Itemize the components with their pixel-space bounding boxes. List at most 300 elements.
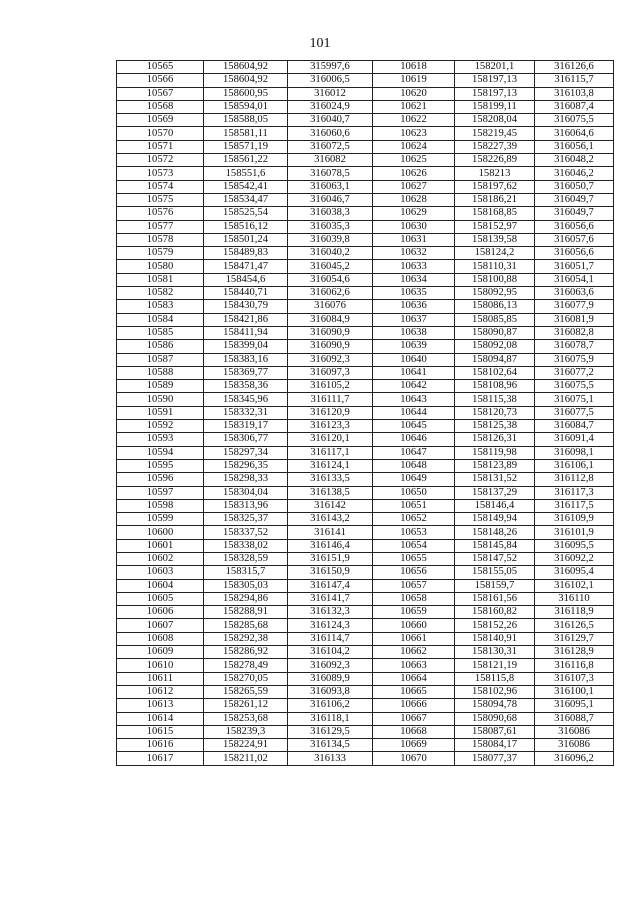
table-cell-y-coordinate: 316072,5: [288, 140, 373, 153]
table-row: [117, 167, 614, 180]
table-cell-y-coordinate: 316057,6: [535, 233, 614, 246]
table-cell-x-coordinate: 158152,97: [455, 220, 535, 233]
table-cell-y-coordinate: 316049,7: [535, 193, 614, 206]
table-row: [117, 220, 614, 233]
table-cell-point-number: 10614: [117, 712, 204, 725]
table-cell-point-number: 10628: [373, 193, 455, 206]
table-cell-y-coordinate: 316035,3: [288, 220, 373, 233]
table-cell-y-coordinate: 316101,9: [535, 526, 614, 539]
table-cell-x-coordinate: 158319,17: [204, 420, 288, 433]
table-cell-x-coordinate: 158298,33: [204, 473, 288, 486]
table-row: [117, 752, 614, 765]
table-cell-y-coordinate: 316086: [535, 739, 614, 752]
table-cell-x-coordinate: 158086,13: [455, 300, 535, 313]
table-cell-x-coordinate: 158226,89: [455, 154, 535, 167]
table-cell-x-coordinate: 158345,96: [204, 393, 288, 406]
table-cell-y-coordinate: 316141: [288, 526, 373, 539]
table-cell-point-number: 10600: [117, 526, 204, 539]
table-cell-y-coordinate: 316024,9: [288, 100, 373, 113]
table-cell-x-coordinate: 158600,95: [204, 87, 288, 100]
table-row: [117, 287, 614, 300]
table-cell-point-number: 10655: [373, 552, 455, 565]
table-cell-x-coordinate: 158594,01: [204, 100, 288, 113]
table-cell-point-number: 10616: [117, 739, 204, 752]
table-cell-x-coordinate: 158087,61: [455, 725, 535, 738]
table-cell-x-coordinate: 158224,91: [204, 739, 288, 752]
table-cell-point-number: 10658: [373, 592, 455, 605]
table-cell-point-number: 10585: [117, 326, 204, 339]
table-cell-x-coordinate: 158124,2: [455, 247, 535, 260]
table-cell-x-coordinate: 158325,37: [204, 513, 288, 526]
table-cell-y-coordinate: 316112,8: [535, 473, 614, 486]
table-cell-x-coordinate: 158421,86: [204, 313, 288, 326]
table-cell-y-coordinate: 316054,6: [288, 273, 373, 286]
table-cell-point-number: 10595: [117, 459, 204, 472]
table-cell-x-coordinate: 158084,17: [455, 739, 535, 752]
table-row: [117, 366, 614, 379]
table-cell-point-number: 10582: [117, 287, 204, 300]
table-cell-point-number: 10635: [373, 287, 455, 300]
table-row: [117, 393, 614, 406]
table-cell-y-coordinate: 316117,5: [535, 499, 614, 512]
table-cell-point-number: 10566: [117, 74, 204, 87]
table-cell-x-coordinate: 158239,3: [204, 725, 288, 738]
table-cell-x-coordinate: 158159,7: [455, 579, 535, 592]
table-cell-y-coordinate: 316060,6: [288, 127, 373, 140]
table-cell-y-coordinate: 316076: [288, 300, 373, 313]
table-cell-point-number: 10606: [117, 606, 204, 619]
table-row: [117, 340, 614, 353]
table-cell-y-coordinate: 316147,4: [288, 579, 373, 592]
table-cell-x-coordinate: 158525,54: [204, 207, 288, 220]
table-cell-point-number: 10667: [373, 712, 455, 725]
table-cell-y-coordinate: 316105,2: [288, 380, 373, 393]
table-cell-y-coordinate: 316141,7: [288, 592, 373, 605]
table-cell-x-coordinate: 158094,87: [455, 353, 535, 366]
table-cell-x-coordinate: 158147,52: [455, 552, 535, 565]
table-cell-point-number: 10583: [117, 300, 204, 313]
table-cell-y-coordinate: 316092,3: [288, 659, 373, 672]
table-cell-point-number: 10568: [117, 100, 204, 113]
table-row: [117, 499, 614, 512]
table-row: [117, 300, 614, 313]
table-cell-y-coordinate: 316038,3: [288, 207, 373, 220]
table-cell-y-coordinate: 316118,9: [535, 606, 614, 619]
table-cell-x-coordinate: 158551,6: [204, 167, 288, 180]
table-cell-point-number: 10640: [373, 353, 455, 366]
coordinates-table-body: [117, 61, 614, 766]
table-cell-x-coordinate: 158604,92: [204, 74, 288, 87]
table-cell-x-coordinate: 158092,95: [455, 287, 535, 300]
table-cell-x-coordinate: 158430,79: [204, 300, 288, 313]
table-cell-y-coordinate: 316123,3: [288, 420, 373, 433]
table-cell-x-coordinate: 158305,03: [204, 579, 288, 592]
table-cell-x-coordinate: 158296,35: [204, 459, 288, 472]
table-cell-x-coordinate: 158199,11: [455, 100, 535, 113]
table-row: [117, 513, 614, 526]
table-cell-y-coordinate: 316089,9: [288, 672, 373, 685]
table-cell-y-coordinate: 316077,5: [535, 406, 614, 419]
table-cell-point-number: 10632: [373, 247, 455, 260]
table-cell-x-coordinate: 158270,05: [204, 672, 288, 685]
table-cell-x-coordinate: 158471,47: [204, 260, 288, 273]
table-cell-point-number: 10602: [117, 552, 204, 565]
table-cell-point-number: 10590: [117, 393, 204, 406]
table-cell-x-coordinate: 158085,85: [455, 313, 535, 326]
table-cell-point-number: 10665: [373, 685, 455, 698]
table-cell-point-number: 10663: [373, 659, 455, 672]
table-cell-x-coordinate: 158440,71: [204, 287, 288, 300]
table-cell-y-coordinate: 316082,8: [535, 326, 614, 339]
table-cell-y-coordinate: 316040,2: [288, 247, 373, 260]
table-cell-x-coordinate: 158383,16: [204, 353, 288, 366]
table-cell-point-number: 10664: [373, 672, 455, 685]
table-cell-x-coordinate: 158161,56: [455, 592, 535, 605]
table-row: [117, 100, 614, 113]
table-cell-y-coordinate: 316056,6: [535, 220, 614, 233]
table-cell-point-number: 10579: [117, 247, 204, 260]
table-cell-point-number: 10639: [373, 340, 455, 353]
table-cell-point-number: 10588: [117, 366, 204, 379]
table-cell-point-number: 10618: [373, 61, 455, 74]
table-cell-y-coordinate: 316150,9: [288, 566, 373, 579]
table-cell-point-number: 10567: [117, 87, 204, 100]
table-cell-y-coordinate: 316117,1: [288, 446, 373, 459]
table-row: [117, 699, 614, 712]
table-row: [117, 61, 614, 74]
table-cell-point-number: 10670: [373, 752, 455, 765]
table-row: [117, 659, 614, 672]
table-cell-x-coordinate: 158092,08: [455, 340, 535, 353]
table-cell-y-coordinate: 316090,9: [288, 326, 373, 339]
table-cell-y-coordinate: 316087,4: [535, 100, 614, 113]
table-cell-y-coordinate: 316102,1: [535, 579, 614, 592]
table-cell-point-number: 10622: [373, 114, 455, 127]
table-cell-x-coordinate: 158304,04: [204, 486, 288, 499]
table-cell-x-coordinate: 158571,19: [204, 140, 288, 153]
table-cell-point-number: 10643: [373, 393, 455, 406]
table-cell-point-number: 10611: [117, 672, 204, 685]
table-cell-y-coordinate: 316095,1: [535, 699, 614, 712]
table-cell-x-coordinate: 158261,12: [204, 699, 288, 712]
table-cell-y-coordinate: 316050,7: [535, 180, 614, 193]
table-cell-point-number: 10584: [117, 313, 204, 326]
table-cell-x-coordinate: 158123,89: [455, 459, 535, 472]
table-cell-y-coordinate: 316062,6: [288, 287, 373, 300]
table-cell-point-number: 10651: [373, 499, 455, 512]
table-row: [117, 74, 614, 87]
table-cell-point-number: 10649: [373, 473, 455, 486]
table-cell-point-number: 10631: [373, 233, 455, 246]
table-cell-x-coordinate: 158369,77: [204, 366, 288, 379]
table-cell-y-coordinate: 316104,2: [288, 646, 373, 659]
table-cell-point-number: 10578: [117, 233, 204, 246]
table-row: [117, 380, 614, 393]
table-cell-x-coordinate: 158561,22: [204, 154, 288, 167]
table-cell-point-number: 10624: [373, 140, 455, 153]
table-cell-y-coordinate: 316006,5: [288, 74, 373, 87]
table-cell-y-coordinate: 316045,2: [288, 260, 373, 273]
table-cell-x-coordinate: 158090,87: [455, 326, 535, 339]
table-cell-y-coordinate: 316114,7: [288, 632, 373, 645]
table-cell-x-coordinate: 158077,37: [455, 752, 535, 765]
table-cell-point-number: 10577: [117, 220, 204, 233]
table-cell-x-coordinate: 158102,96: [455, 685, 535, 698]
table-cell-point-number: 10629: [373, 207, 455, 220]
table-cell-x-coordinate: 158338,02: [204, 539, 288, 552]
table-cell-x-coordinate: 158140,91: [455, 632, 535, 645]
table-cell-y-coordinate: 316116,8: [535, 659, 614, 672]
table-row: [117, 247, 614, 260]
table-row: [117, 739, 614, 752]
table-cell-point-number: 10594: [117, 446, 204, 459]
table-cell-point-number: 10573: [117, 167, 204, 180]
table-cell-y-coordinate: 316081,9: [535, 313, 614, 326]
table-cell-y-coordinate: 316143,2: [288, 513, 373, 526]
table-cell-x-coordinate: 158131,52: [455, 473, 535, 486]
table-cell-point-number: 10666: [373, 699, 455, 712]
table-cell-point-number: 10613: [117, 699, 204, 712]
table-cell-point-number: 10634: [373, 273, 455, 286]
table-cell-y-coordinate: 316063,1: [288, 180, 373, 193]
table-cell-y-coordinate: 316126,5: [535, 619, 614, 632]
table-cell-x-coordinate: 158211,02: [204, 752, 288, 765]
table-cell-x-coordinate: 158294,86: [204, 592, 288, 605]
table-cell-point-number: 10574: [117, 180, 204, 193]
table-cell-y-coordinate: 316064,6: [535, 127, 614, 140]
table-cell-x-coordinate: 158253,68: [204, 712, 288, 725]
table-cell-y-coordinate: 316106,1: [535, 459, 614, 472]
table-cell-x-coordinate: 158265,59: [204, 685, 288, 698]
table-cell-y-coordinate: 316120,9: [288, 406, 373, 419]
table-cell-point-number: 10654: [373, 539, 455, 552]
table-row: [117, 207, 614, 220]
table-cell-y-coordinate: 316082: [288, 154, 373, 167]
table-cell-y-coordinate: 316133: [288, 752, 373, 765]
table-cell-y-coordinate: 316098,1: [535, 446, 614, 459]
table-cell-x-coordinate: 158139,58: [455, 233, 535, 246]
table-cell-x-coordinate: 158130,31: [455, 646, 535, 659]
table-row: [117, 619, 614, 632]
table-cell-point-number: 10592: [117, 420, 204, 433]
table-cell-point-number: 10570: [117, 127, 204, 140]
table-cell-x-coordinate: 158197,13: [455, 87, 535, 100]
table-cell-x-coordinate: 158160,82: [455, 606, 535, 619]
table-cell-x-coordinate: 158094,78: [455, 699, 535, 712]
table-cell-point-number: 10615: [117, 725, 204, 738]
table-row: [117, 313, 614, 326]
table-cell-y-coordinate: 316126,6: [535, 61, 614, 74]
table-cell-x-coordinate: 158297,34: [204, 446, 288, 459]
table-cell-x-coordinate: 158149,94: [455, 513, 535, 526]
table-cell-x-coordinate: 158501,24: [204, 233, 288, 246]
table-cell-x-coordinate: 158119,98: [455, 446, 535, 459]
table-cell-x-coordinate: 158110,31: [455, 260, 535, 273]
table-cell-y-coordinate: 316097,3: [288, 366, 373, 379]
table-cell-point-number: 10604: [117, 579, 204, 592]
table-cell-y-coordinate: 316093,8: [288, 685, 373, 698]
table-cell-x-coordinate: 158090,68: [455, 712, 535, 725]
table-cell-y-coordinate: 315997,6: [288, 61, 373, 74]
table-cell-point-number: 10626: [373, 167, 455, 180]
table-cell-x-coordinate: 158115,38: [455, 393, 535, 406]
table-cell-x-coordinate: 158102,64: [455, 366, 535, 379]
table-cell-y-coordinate: 316151,9: [288, 552, 373, 565]
table-cell-x-coordinate: 158148,26: [455, 526, 535, 539]
table-cell-y-coordinate: 316095,5: [535, 539, 614, 552]
table-row: [117, 406, 614, 419]
table-cell-x-coordinate: 158100,88: [455, 273, 535, 286]
table-cell-point-number: 10603: [117, 566, 204, 579]
table-cell-x-coordinate: 158588,05: [204, 114, 288, 127]
table-cell-point-number: 10638: [373, 326, 455, 339]
table-row: [117, 606, 614, 619]
table-cell-y-coordinate: 316051,7: [535, 260, 614, 273]
table-cell-y-coordinate: 316084,7: [535, 420, 614, 433]
table-cell-x-coordinate: 158227,39: [455, 140, 535, 153]
table-cell-point-number: 10661: [373, 632, 455, 645]
table-cell-point-number: 10601: [117, 539, 204, 552]
table-cell-y-coordinate: 316049,7: [535, 207, 614, 220]
table-cell-x-coordinate: 158219,45: [455, 127, 535, 140]
table-cell-point-number: 10669: [373, 739, 455, 752]
table-row: [117, 127, 614, 140]
table-cell-y-coordinate: 316040,7: [288, 114, 373, 127]
table-cell-x-coordinate: 158201,1: [455, 61, 535, 74]
table-cell-point-number: 10575: [117, 193, 204, 206]
table-cell-point-number: 10646: [373, 433, 455, 446]
table-cell-point-number: 10609: [117, 646, 204, 659]
table-cell-x-coordinate: 158213: [455, 167, 535, 180]
table-cell-y-coordinate: 316077,9: [535, 300, 614, 313]
table-cell-x-coordinate: 158286,92: [204, 646, 288, 659]
table-cell-point-number: 10630: [373, 220, 455, 233]
table-row: [117, 566, 614, 579]
table-cell-x-coordinate: 158454,6: [204, 273, 288, 286]
table-cell-point-number: 10612: [117, 685, 204, 698]
table-cell-y-coordinate: 316056,6: [535, 247, 614, 260]
table-cell-point-number: 10565: [117, 61, 204, 74]
table-cell-x-coordinate: 158155,05: [455, 566, 535, 579]
table-row: [117, 446, 614, 459]
table-cell-point-number: 10652: [373, 513, 455, 526]
table-row: [117, 180, 614, 193]
table-row: [117, 632, 614, 645]
table-row: [117, 326, 614, 339]
table-cell-x-coordinate: 158168,85: [455, 207, 535, 220]
table-cell-y-coordinate: 316056,1: [535, 140, 614, 153]
table-cell-x-coordinate: 158126,31: [455, 433, 535, 446]
table-cell-y-coordinate: 316120,1: [288, 433, 373, 446]
table-cell-x-coordinate: 158534,47: [204, 193, 288, 206]
table-cell-point-number: 10625: [373, 154, 455, 167]
table-cell-point-number: 10642: [373, 380, 455, 393]
table-cell-x-coordinate: 158125,38: [455, 420, 535, 433]
table-cell-x-coordinate: 158278,49: [204, 659, 288, 672]
table-cell-y-coordinate: 316091,4: [535, 433, 614, 446]
table-cell-point-number: 10593: [117, 433, 204, 446]
table-cell-point-number: 10605: [117, 592, 204, 605]
table-row: [117, 140, 614, 153]
table-cell-point-number: 10581: [117, 273, 204, 286]
table-cell-x-coordinate: 158306,77: [204, 433, 288, 446]
table-cell-y-coordinate: 316110: [535, 592, 614, 605]
table-row: [117, 273, 614, 286]
table-cell-y-coordinate: 316075,5: [535, 380, 614, 393]
table-row: [117, 685, 614, 698]
coordinates-table: [116, 60, 614, 766]
table-cell-y-coordinate: 316146,4: [288, 539, 373, 552]
table-cell-x-coordinate: 158411,94: [204, 326, 288, 339]
table-cell-y-coordinate: 316109,9: [535, 513, 614, 526]
table-cell-point-number: 10636: [373, 300, 455, 313]
table-cell-point-number: 10647: [373, 446, 455, 459]
table-cell-point-number: 10620: [373, 87, 455, 100]
table-cell-point-number: 10623: [373, 127, 455, 140]
table-cell-x-coordinate: 158197,62: [455, 180, 535, 193]
table-cell-x-coordinate: 158288,91: [204, 606, 288, 619]
table-row: [117, 420, 614, 433]
table-cell-point-number: 10607: [117, 619, 204, 632]
table-cell-x-coordinate: 158337,52: [204, 526, 288, 539]
table-cell-x-coordinate: 158581,11: [204, 127, 288, 140]
table-cell-x-coordinate: 158208,04: [455, 114, 535, 127]
table-cell-x-coordinate: 158197,13: [455, 74, 535, 87]
table-cell-y-coordinate: 316075,1: [535, 393, 614, 406]
table-cell-y-coordinate: 316088,7: [535, 712, 614, 725]
table-cell-y-coordinate: 316012: [288, 87, 373, 100]
table-cell-y-coordinate: 316128,9: [535, 646, 614, 659]
table-cell-x-coordinate: 158313,96: [204, 499, 288, 512]
table-cell-x-coordinate: 158516,12: [204, 220, 288, 233]
table-cell-x-coordinate: 158285,68: [204, 619, 288, 632]
table-row: [117, 526, 614, 539]
table-cell-point-number: 10621: [373, 100, 455, 113]
table-cell-y-coordinate: 316133,5: [288, 473, 373, 486]
table-row: [117, 154, 614, 167]
table-cell-point-number: 10645: [373, 420, 455, 433]
table-cell-y-coordinate: 316129,5: [288, 725, 373, 738]
table-cell-x-coordinate: 158358,36: [204, 380, 288, 393]
table-cell-point-number: 10591: [117, 406, 204, 419]
table-cell-x-coordinate: 158332,31: [204, 406, 288, 419]
table-cell-point-number: 10580: [117, 260, 204, 273]
table-cell-y-coordinate: 316134,5: [288, 739, 373, 752]
table-cell-y-coordinate: 316092,2: [535, 552, 614, 565]
table-row: [117, 486, 614, 499]
table-cell-point-number: 10598: [117, 499, 204, 512]
table-row: [117, 579, 614, 592]
table-cell-point-number: 10653: [373, 526, 455, 539]
table-cell-point-number: 10597: [117, 486, 204, 499]
table-cell-y-coordinate: 316084,9: [288, 313, 373, 326]
table-cell-x-coordinate: 158120,73: [455, 406, 535, 419]
table-cell-y-coordinate: 316075,9: [535, 353, 614, 366]
table-cell-point-number: 10576: [117, 207, 204, 220]
table-cell-point-number: 10650: [373, 486, 455, 499]
table-cell-y-coordinate: 316063,6: [535, 287, 614, 300]
table-row: [117, 672, 614, 685]
table-row: [117, 87, 614, 100]
table-cell-x-coordinate: 158542,41: [204, 180, 288, 193]
table-cell-x-coordinate: 158145,84: [455, 539, 535, 552]
table-row: [117, 459, 614, 472]
table-cell-x-coordinate: 158315,7: [204, 566, 288, 579]
table-cell-point-number: 10656: [373, 566, 455, 579]
table-cell-y-coordinate: 316132,3: [288, 606, 373, 619]
table-cell-y-coordinate: 316107,3: [535, 672, 614, 685]
table-cell-y-coordinate: 316090,9: [288, 340, 373, 353]
